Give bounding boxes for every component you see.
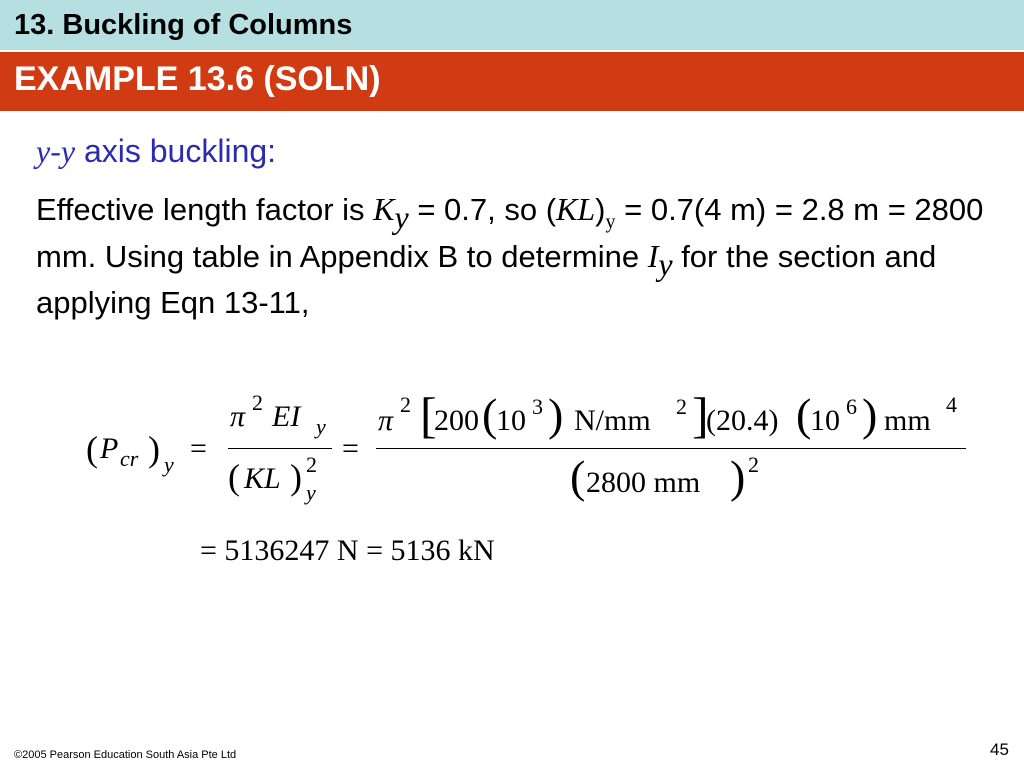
para-text-5: for the section and applying Eqn 13-11, (36, 239, 937, 320)
den2-exponent: 2 (748, 452, 759, 477)
value-10: 10 (496, 404, 526, 437)
kl-subscript: y (605, 211, 616, 233)
lhs-open-paren: ( (86, 429, 98, 469)
equals-1: = (190, 432, 207, 465)
pi-symbol: π (230, 400, 246, 433)
axis-label: y-y (36, 133, 76, 169)
units-exponent: 2 (676, 394, 687, 419)
para-text-4: = 0.7(4 m) = 2.8 m = 2800 mm. Using table in Appendix B to determine (36, 192, 984, 274)
den-close-paren: ) (290, 457, 302, 497)
lhs-close-paren: ) (148, 429, 160, 469)
k-subscript: y (394, 199, 409, 235)
den-exponent: 2 (306, 452, 317, 477)
paren-open-10: ( (482, 389, 498, 440)
example-title: EXAMPLE 13.6 (SOLN) (14, 60, 381, 98)
kl-symbol-eq: KL (244, 462, 281, 495)
ei-symbol: EI (272, 400, 301, 433)
kl-symbol: KL (556, 191, 596, 227)
value-20-4: (20.4) (706, 404, 779, 437)
value-10b-exponent: 6 (846, 394, 857, 419)
equals-2: = (342, 432, 359, 465)
subheading-text: axis buckling: (75, 133, 277, 169)
paren-open-10b: ( (796, 389, 812, 440)
chapter-title: 13. Buckling of Columns (14, 9, 353, 41)
mm-exponent: 4 (946, 392, 957, 417)
value-10b: 10 (810, 404, 840, 437)
den-subscript: y (306, 480, 316, 505)
open-bracket: [ (420, 387, 437, 443)
fraction-line-2 (376, 448, 966, 449)
pi-symbol-2: π (378, 404, 394, 437)
result: = 5136247 N = 5136 kN (200, 534, 495, 567)
pi-exponent: 2 (252, 390, 263, 415)
pi-exponent-2: 2 (400, 392, 411, 417)
den2-value: 2800 mm (586, 466, 701, 499)
lhs-subscript: y (164, 452, 174, 477)
paren-close-10: ) (548, 389, 564, 440)
copyright: ©2005 Pearson Education South Asia Pte Ltd (14, 749, 237, 761)
units-n-mm: N/mm (574, 404, 651, 437)
para-text-1: Effective length factor is (36, 192, 374, 227)
ei-subscript: y (316, 414, 326, 439)
para-text-3: ) (595, 192, 606, 227)
p-symbol: P (100, 432, 119, 465)
value-200: 200 (434, 404, 479, 437)
i-subscript: y (658, 246, 673, 282)
value-10-exponent: 3 (532, 394, 543, 419)
para-text-2: = 0.7, so ( (408, 192, 557, 227)
cr-subscript: cr (120, 446, 139, 471)
units-mm: mm (884, 404, 931, 437)
k-symbol: K (373, 191, 395, 227)
page-number: 45 (990, 740, 1009, 759)
paren-close-10b: ) (862, 389, 878, 440)
i-symbol: I (647, 238, 659, 274)
fraction-line-1 (228, 448, 332, 449)
den-open-paren: ( (228, 457, 240, 497)
den2-close-paren: ) (730, 451, 746, 502)
close-bracket: ] (692, 387, 709, 443)
den2-open-paren: ( (570, 451, 586, 502)
